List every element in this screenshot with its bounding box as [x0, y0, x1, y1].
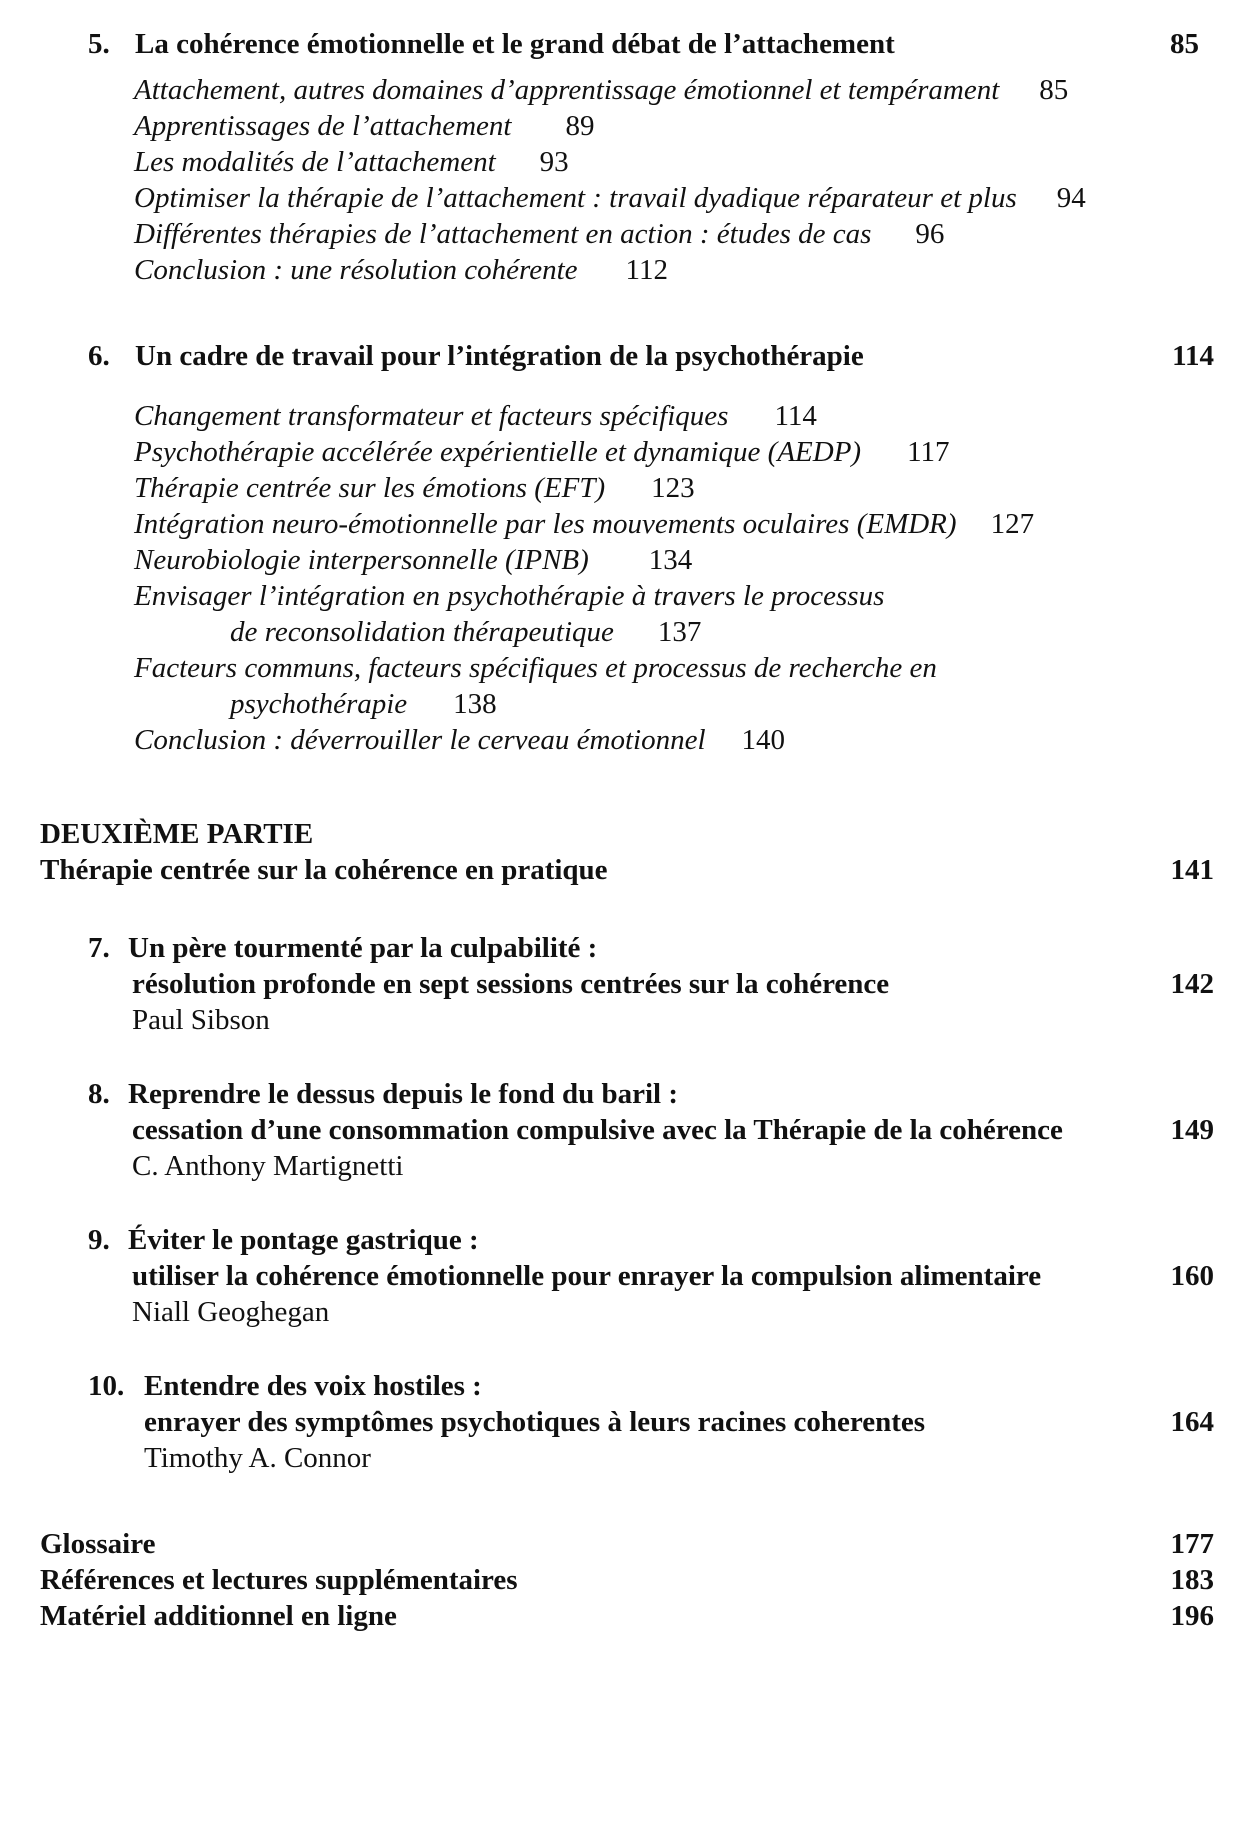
section-title: Les modalités de l’attachement	[134, 146, 496, 178]
section-entry	[134, 722, 785, 758]
section-page: 114	[774, 400, 817, 432]
case-subtitle: résolution profonde en sept sessions centrées sur la cohérence	[132, 968, 890, 1000]
section-entry	[134, 506, 1034, 542]
section-entry	[134, 470, 695, 506]
chapter-number: 8.	[88, 1078, 110, 1110]
backmatter-page: 183	[1170, 1564, 1214, 1596]
case-7-heading	[88, 930, 597, 966]
section-title: Psychothérapie accélérée expérientielle et dynamique (AEDP)	[134, 436, 862, 468]
backmatter-title: Glossaire	[40, 1528, 156, 1560]
chapter-title: La cohérence émotionnelle et le grand débat de l’attachement	[135, 28, 895, 60]
section-entry	[134, 542, 692, 578]
section-title: Intégration neuro-émotionnelle par les mouvements oculaires (EMDR)	[134, 508, 957, 540]
part-title: Thérapie centrée sur la cohérence en pratique	[40, 854, 608, 886]
section-title: Changement transformateur et facteurs spécifiques	[134, 400, 729, 432]
section-title: Conclusion : une résolution cohérente	[134, 254, 578, 286]
section-page: 94	[1056, 182, 1086, 214]
section-page: 117	[907, 436, 950, 468]
section-title-continued: de reconsolidation thérapeutique	[230, 616, 614, 648]
section-page: 140	[741, 724, 786, 756]
section-title-continued: psychothérapie	[230, 688, 408, 720]
section-title: Neurobiologie interpersonnelle (IPNB)	[134, 544, 589, 576]
section-entry	[134, 144, 569, 180]
section-entry	[134, 650, 937, 686]
chapter-number: 5.	[88, 28, 110, 60]
section-entry	[134, 72, 1068, 108]
case-author: C. Anthony Martignetti	[132, 1150, 404, 1182]
backmatter-title: Matériel additionnel en ligne	[40, 1600, 397, 1632]
section-entry-continued	[230, 686, 497, 722]
part-label: DEUXIÈME PARTIE	[40, 818, 314, 850]
part-page: 141	[1170, 854, 1214, 886]
chapter-page: 85	[1170, 28, 1199, 60]
case-author: Paul Sibson	[132, 1004, 270, 1036]
section-page: 89	[565, 110, 595, 142]
case-subtitle: enrayer des symptômes psychotiques à leurs racines coherentes	[144, 1406, 926, 1438]
case-subtitle: cessation d’une consommation compulsive avec la Thérapie de la cohérence	[132, 1114, 1063, 1146]
section-title: Conclusion : déverrouiller le cerveau émotionnel	[134, 724, 706, 756]
section-entry	[134, 578, 884, 614]
section-entry	[134, 434, 950, 470]
section-entry	[134, 216, 944, 252]
chapter-number: 9.	[88, 1224, 110, 1256]
section-entry	[134, 108, 594, 144]
section-title: Optimiser la thérapie de l’attachement : travail dyadique réparateur et plus	[134, 182, 1017, 214]
case-10-heading	[88, 1368, 482, 1404]
section-title: Envisager l’intégration en psychothérapie à travers le processus	[134, 580, 885, 612]
case-title: Reprendre le dessus depuis le fond du baril :	[128, 1078, 679, 1110]
case-9-heading	[88, 1222, 479, 1258]
section-page: 123	[651, 472, 695, 504]
section-page: 112	[625, 254, 668, 286]
backmatter-page: 196	[1170, 1600, 1214, 1632]
section-title: Facteurs communs, facteurs spécifiques et processus de recherche en	[134, 652, 937, 684]
section-page: 93	[539, 146, 569, 178]
section-title: Thérapie centrée sur les émotions (EFT)	[134, 472, 606, 504]
case-page: 164	[1170, 1406, 1214, 1438]
section-page: 85	[1039, 74, 1069, 106]
section-title: Différentes thérapies de l’attachement en action : études de cas	[134, 218, 872, 250]
backmatter-title: Références et lectures supplémentaires	[40, 1564, 518, 1596]
section-page: 134	[648, 544, 693, 576]
section-entry-continued	[230, 614, 701, 650]
chapter-title: Un cadre de travail pour l’intégration de la psychothérapie	[135, 340, 864, 372]
section-entry	[134, 180, 1086, 216]
chapter-number: 10.	[88, 1370, 125, 1402]
case-author: Timothy A. Connor	[144, 1442, 371, 1474]
chapter-5-heading	[88, 26, 895, 62]
case-page: 160	[1170, 1260, 1214, 1292]
case-author: Niall Geoghegan	[132, 1296, 330, 1328]
section-page: 127	[990, 508, 1035, 540]
case-page: 149	[1170, 1114, 1214, 1146]
section-page: 138	[453, 688, 497, 720]
chapter-page: 114	[1172, 340, 1214, 372]
case-title: Éviter le pontage gastrique :	[128, 1224, 479, 1256]
case-title: Entendre des voix hostiles :	[144, 1370, 482, 1402]
case-8-heading	[88, 1076, 678, 1112]
chapter-number: 7.	[88, 932, 110, 964]
case-title: Un père tourmenté par la culpabilité :	[128, 932, 598, 964]
chapter-number: 6.	[88, 340, 110, 372]
section-page: 137	[657, 616, 702, 648]
backmatter-page: 177	[1170, 1528, 1214, 1560]
section-title: Apprentissages de l’attachement	[134, 110, 512, 142]
section-entry	[134, 398, 817, 434]
case-page: 142	[1170, 968, 1214, 1000]
case-subtitle: utiliser la cohérence émotionnelle pour enrayer la compulsion alimentaire	[132, 1260, 1042, 1292]
section-title: Attachement, autres domaines d’apprentissage émotionnel et tempérament	[134, 74, 1000, 106]
chapter-6-heading	[88, 338, 864, 374]
section-entry	[134, 252, 668, 288]
section-page: 96	[915, 218, 945, 250]
